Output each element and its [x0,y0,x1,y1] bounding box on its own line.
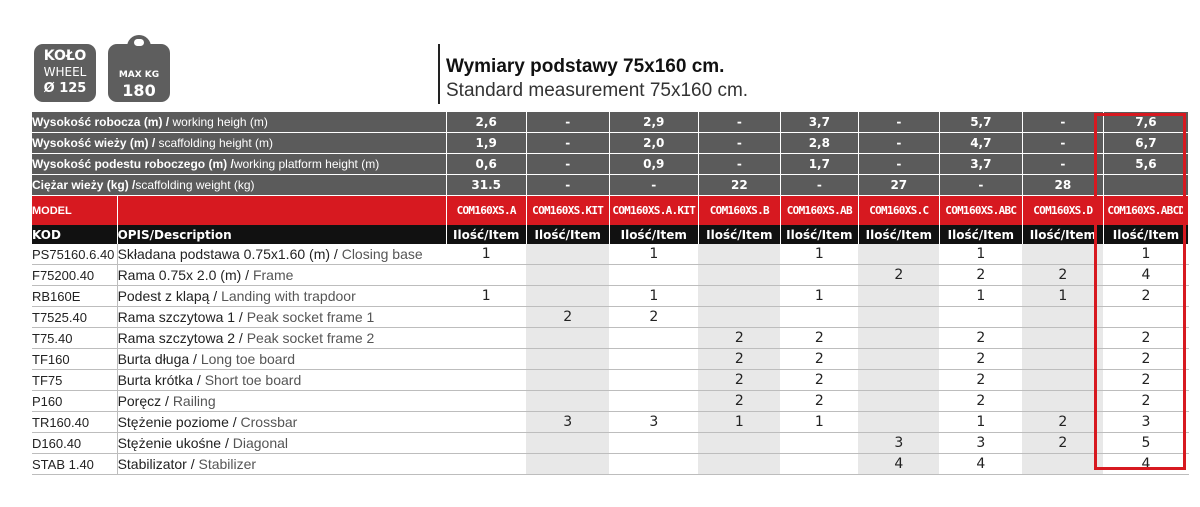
item-description-en: Closing base [341,246,423,262]
item-quantity: 2 [609,307,698,328]
item-code: STAB 1.40 [32,454,117,475]
item-quantity [609,454,698,475]
spec-value: 2,6 [446,112,526,133]
item-quantity: 3 [939,433,1022,454]
quantity-header: Ilość/Item [526,225,609,244]
item-quantity [698,265,780,286]
spec-value: - [858,112,939,133]
spec-value: - [1022,112,1103,133]
item-quantity: 2 [939,349,1022,370]
item-quantity [446,391,526,412]
spec-value: 1,9 [446,133,526,154]
spec-value: 2,8 [780,133,858,154]
item-row [32,286,1189,307]
item-quantity: 4 [939,454,1022,475]
item-quantity: 1 [609,244,698,265]
item-quantity [1022,349,1103,370]
item-quantity: 1 [446,244,526,265]
spec-value: 3,7 [780,112,858,133]
item-quantity [698,307,780,328]
item-quantity [526,433,609,454]
item-quantity [609,370,698,391]
item-quantity [1022,454,1103,475]
item-code: D160.40 [32,433,117,454]
model-name: COM160XS.C [858,196,939,226]
item-description-en: Diagonal [232,435,289,451]
item-quantity: 1 [780,244,858,265]
item-description-en: Landing with trapdoor [221,288,356,304]
model-name: COM160XS.KIT [526,196,609,226]
model-name: COM160XS.B [698,196,780,226]
item-quantity: 2 [939,328,1022,349]
spec-value: 2,9 [609,112,698,133]
spec-value [1103,175,1188,196]
item-description-pl: Stężenie ukośne / [117,435,233,451]
item-quantity [526,328,609,349]
spec-label-pl: Wysokość wieży (m) / [32,136,156,150]
item-quantity [1103,307,1188,328]
item-quantity [780,454,858,475]
spec-value: - [698,154,780,175]
item-row [32,244,1189,265]
spec-row [32,133,1189,154]
item-code: F75200.40 [32,265,117,286]
item-description-pl: Rama szczytowa 2 / [117,330,247,346]
item-quantity [858,349,939,370]
spec-label-pl: Ciężar wieży (kg) / [32,178,136,192]
item-quantity: 2 [526,307,609,328]
spec-value: - [526,175,609,196]
spec-value: 5,7 [939,112,1022,133]
item-row [32,265,1189,286]
item-code: T7525.40 [32,307,117,328]
item-quantity [609,328,698,349]
item-quantity: 2 [939,265,1022,286]
model-desc-cell [117,196,446,226]
weight-badge-line2: 180 [122,81,156,100]
spec-value: - [526,133,609,154]
item-quantity [526,349,609,370]
item-quantity: 4 [1103,265,1188,286]
item-quantity [1022,307,1103,328]
spec-label-pl: Wysokość robocza (m) / [32,115,170,129]
item-description-en: Crossbar [240,414,298,430]
item-row [32,370,1189,391]
spec-row [32,112,1189,133]
item-quantity: 2 [780,370,858,391]
title-english: Standard measurement 75x160 cm. [446,80,749,101]
spec-value: - [780,175,858,196]
item-quantity: 2 [698,391,780,412]
quantity-header: Ilość/Item [1103,225,1188,244]
item-quantity [780,265,858,286]
item-quantity: 1 [780,412,858,433]
item-quantity: 2 [1103,349,1188,370]
item-quantity [698,244,780,265]
item-description [117,244,446,265]
spec-value: 0,9 [609,154,698,175]
item-quantity: 2 [1022,265,1103,286]
item-quantity [858,412,939,433]
item-code: TF75 [32,370,117,391]
spec-value: - [698,112,780,133]
item-quantity [698,286,780,307]
item-quantity: 2 [780,328,858,349]
item-quantity: 1 [609,286,698,307]
item-quantity: 3 [858,433,939,454]
spec-table [32,112,1189,475]
item-description-en: Railing [172,393,216,409]
item-quantity: 2 [858,265,939,286]
item-quantity: 1 [939,244,1022,265]
item-description [117,286,446,307]
spec-row [32,154,1189,175]
item-quantity [1022,391,1103,412]
item-quantity [1022,370,1103,391]
item-quantity [698,433,780,454]
quantity-header: Ilość/Item [939,225,1022,244]
item-code: PS75160.6.40 [32,244,117,265]
item-quantity [446,349,526,370]
model-name: COM160XS.AB [780,196,858,226]
item-quantity: 2 [698,349,780,370]
spec-value: 27 [858,175,939,196]
item-quantity: 2 [698,328,780,349]
item-description-en: Peak socket frame 1 [246,309,375,325]
item-description-pl: Składana podstawa 0.75x1.60 (m) / [117,246,342,262]
item-quantity [609,433,698,454]
item-quantity: 1 [939,412,1022,433]
item-quantity: 2 [780,349,858,370]
weight-badge-line1: MAX KG [118,70,160,80]
quantity-header: Ilość/Item [1022,225,1103,244]
item-code: RB160E [32,286,117,307]
item-quantity [609,391,698,412]
item-quantity [446,307,526,328]
item-description-pl: Burta długa / [117,351,201,367]
item-quantity: 1 [939,286,1022,307]
item-description-en: Stabilizer [198,456,257,472]
item-quantity [858,286,939,307]
item-quantity [858,370,939,391]
item-quantity: 2 [939,391,1022,412]
item-quantity [698,454,780,475]
item-description-en: Long toe board [200,351,296,367]
item-quantity [446,412,526,433]
spec-label [32,154,446,175]
item-quantity [526,244,609,265]
spec-value: 4,7 [939,133,1022,154]
model-name: COM160XS.D [1022,196,1103,226]
wheel-badge [34,44,96,102]
model-label: MODEL [32,196,117,226]
spec-value: 7,6 [1103,112,1188,133]
spec-row [32,175,1189,196]
quantity-header: Ilość/Item [858,225,939,244]
weight-icon [127,35,151,49]
spec-value: 1,7 [780,154,858,175]
item-code: P160 [32,391,117,412]
item-description [117,370,446,391]
item-description-pl: Rama szczytowa 1 / [117,309,247,325]
weight-badge [108,44,170,102]
item-quantity: 2 [1103,286,1188,307]
item-quantity: 3 [526,412,609,433]
item-row [32,349,1189,370]
item-description [117,265,446,286]
spec-value: 6,7 [1103,133,1188,154]
item-row [32,454,1189,475]
spec-value: 2,0 [609,133,698,154]
title-divider [438,44,440,104]
item-quantity [526,286,609,307]
item-description-pl: Stabilizator / [117,456,199,472]
spec-label [32,112,446,133]
item-quantity [446,370,526,391]
spec-value: - [526,154,609,175]
item-quantity: 2 [780,391,858,412]
item-row [32,412,1189,433]
spec-label [32,133,446,154]
item-quantity [780,307,858,328]
item-quantity: 2 [1103,370,1188,391]
spec-label-pl: Wysokość podestu roboczego (m) / [32,157,234,171]
item-quantity: 2 [1022,433,1103,454]
item-quantity [526,370,609,391]
kod-header: KOD [32,225,117,244]
item-quantity [609,265,698,286]
model-name: COM160XS.A.KIT [609,196,698,226]
item-description-en: Short toe board [204,372,302,388]
spec-value: 22 [698,175,780,196]
wheel-badge-line1: KOŁO [43,48,87,64]
spec-label [32,175,446,196]
item-quantity: 2 [698,370,780,391]
spec-value: - [858,133,939,154]
item-quantity [446,433,526,454]
spec-label-en: scaffolding height (m) [155,136,273,150]
model-name: COM160XS.ABCD [1103,196,1188,226]
item-quantity: 2 [1103,391,1188,412]
spec-value: - [526,112,609,133]
spec-value: 28 [1022,175,1103,196]
item-code: TR160.40 [32,412,117,433]
item-quantity: 5 [1103,433,1188,454]
item-description [117,433,446,454]
item-description-en: Frame [252,267,294,283]
quantity-header: Ilość/Item [446,225,526,244]
quantity-header: Ilość/Item [609,225,698,244]
item-quantity [858,307,939,328]
item-quantity [446,454,526,475]
item-quantity: 1 [446,286,526,307]
item-row [32,433,1189,454]
spec-value: 31.5 [446,175,526,196]
item-description [117,412,446,433]
spec-value: - [1022,154,1103,175]
item-quantity: 1 [698,412,780,433]
item-description-pl: Stężenie poziome / [117,414,241,430]
item-quantity [609,349,698,370]
item-quantity [858,391,939,412]
item-quantity: 4 [1103,454,1188,475]
quantity-header: Ilość/Item [698,225,780,244]
item-description-en: Peak socket frame 2 [246,330,375,346]
item-quantity [1022,328,1103,349]
model-name: COM160XS.ABC [939,196,1022,226]
model-name: COM160XS.A [446,196,526,226]
spec-value: - [1022,133,1103,154]
title-polish: Wymiary podstawy 75x160 cm. [446,56,725,77]
item-quantity: 2 [1103,328,1188,349]
spec-value: 5,6 [1103,154,1188,175]
item-quantity: 2 [939,370,1022,391]
item-description-pl: Rama 0.75x 2.0 (m) / [117,267,253,283]
quantity-header: Ilość/Item [780,225,858,244]
spec-label-en: working platform height (m) [233,157,380,171]
item-quantity [939,307,1022,328]
wheel-badge-line2: WHEEL [43,65,87,79]
item-quantity [858,244,939,265]
item-row [32,328,1189,349]
item-code: TF160 [32,349,117,370]
item-quantity [446,265,526,286]
item-description [117,307,446,328]
spec-label-en: scaffolding weight (kg) [135,178,255,192]
item-quantity [858,328,939,349]
item-quantity: 3 [1103,412,1188,433]
item-code: T75.40 [32,328,117,349]
item-quantity: 3 [609,412,698,433]
wheel-badge-line3: Ø 125 [43,81,87,96]
item-quantity [526,454,609,475]
item-quantity: 2 [1022,412,1103,433]
item-row [32,391,1189,412]
spec-value: 3,7 [939,154,1022,175]
item-description-pl: Podest z klapą / [117,288,222,304]
item-quantity: 1 [780,286,858,307]
item-quantity: 1 [1103,244,1188,265]
item-description [117,349,446,370]
item-quantity [526,265,609,286]
spec-value: - [858,154,939,175]
item-description-pl: Burta krótka / [117,372,205,388]
item-quantity [1022,244,1103,265]
model-row [32,196,1189,226]
item-quantity [446,328,526,349]
item-quantity: 4 [858,454,939,475]
spec-value: - [939,175,1022,196]
item-description [117,328,446,349]
item-description [117,391,446,412]
item-quantity [526,391,609,412]
spec-value: - [698,133,780,154]
column-header-row [32,225,1189,244]
spec-value: 0,6 [446,154,526,175]
description-header: OPIS/Description [117,225,446,244]
item-quantity [780,433,858,454]
item-quantity: 1 [1022,286,1103,307]
spec-value: - [609,175,698,196]
item-description-pl: Poręcz / [117,393,173,409]
item-row [32,307,1189,328]
spec-label-en: working heigh (m) [169,115,268,129]
item-description [117,454,446,475]
